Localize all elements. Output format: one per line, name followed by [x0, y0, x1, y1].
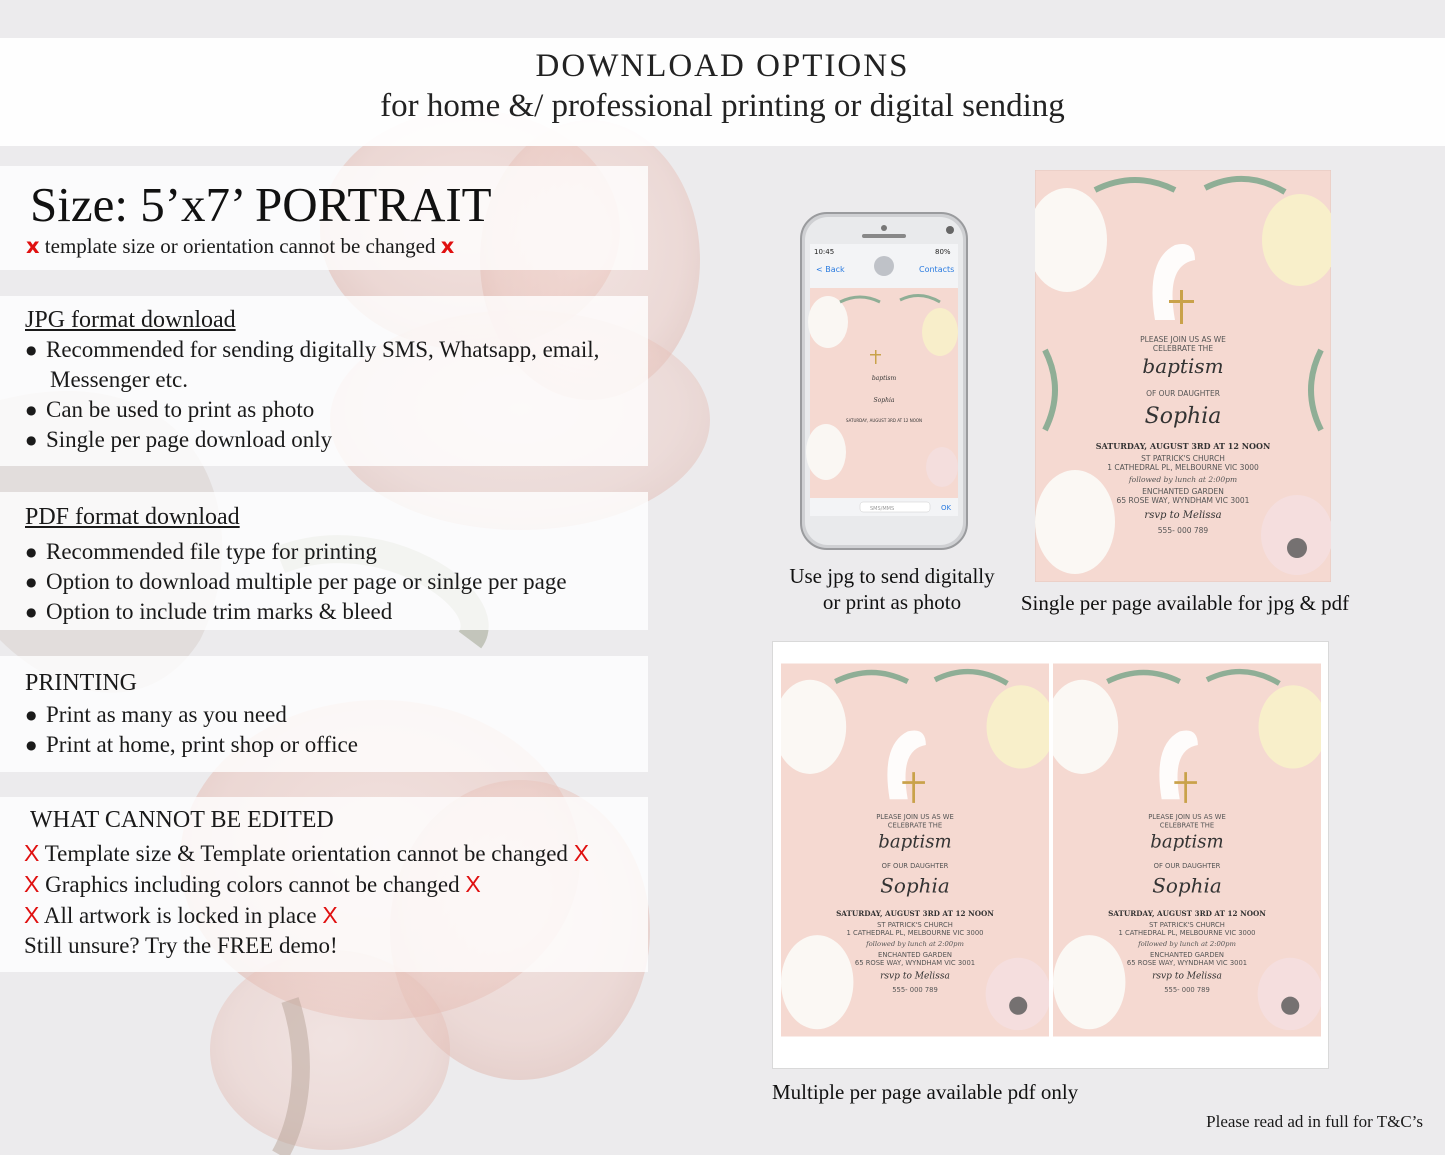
cross-icon — [1184, 772, 1187, 803]
jpg-list — [24, 335, 599, 455]
list-item-continuation: Messenger etc. — [50, 367, 188, 392]
svg-text:baptism: baptism — [878, 831, 952, 853]
cross-icon — [1180, 290, 1183, 324]
pdf-heading: PDF format download — [25, 504, 240, 530]
svg-text:1 CATHEDRAL PL, MELBOURNE VIC: 1 CATHEDRAL PL, MELBOURNE VIC 3000 — [846, 929, 984, 938]
phone-back-link: < Back — [816, 265, 845, 274]
svg-text:OF OUR DAUGHTER: OF OUR DAUGHTER — [1153, 862, 1221, 871]
svg-text:baptism: baptism — [1142, 354, 1224, 378]
x-mark-icon: X — [322, 902, 338, 928]
svg-text:SATURDAY, AUGUST 3RD AT 12 NOO: SATURDAY, AUGUST 3RD AT 12 NOON — [845, 418, 923, 423]
list-item: ● Recommended file type for printing — [24, 537, 567, 567]
svg-text:1 CATHEDRAL PL, MELBOURNE VIC: 1 CATHEDRAL PL, MELBOURNE VIC 3000 — [1118, 929, 1256, 938]
svg-text:rsvp to Melissa: rsvp to Melissa — [880, 971, 950, 982]
svg-text:rsvp to Melissa: rsvp to Melissa — [1144, 510, 1222, 521]
svg-text:65 ROSE WAY, WYNDHAM VIC 3001: 65 ROSE WAY, WYNDHAM VIC 3001 — [854, 958, 976, 967]
list-item: X Graphics including colors cannot be changed X — [24, 871, 481, 897]
phone-battery: 80% — [935, 248, 951, 256]
svg-text:PLEASE JOIN US AS WE: PLEASE JOIN US AS WE — [1140, 335, 1226, 344]
flower-decoration — [1258, 958, 1321, 1030]
svg-text:ENCHANTED GARDEN: ENCHANTED GARDEN — [878, 950, 952, 959]
size-note — [26, 234, 454, 259]
phone-message-input: SMS/MMS — [870, 506, 895, 512]
svg-text:Sophia: Sophia — [873, 397, 895, 404]
cross-icon — [912, 772, 915, 803]
invitation-card-left — [781, 662, 1049, 1038]
invitation-card-right — [1053, 662, 1321, 1038]
list-item: ● Option to include trim marks & bleed — [24, 597, 567, 627]
svg-text:followed by lunch at 2:00pm: followed by lunch at 2:00pm — [1138, 939, 1236, 948]
svg-text:PLEASE JOIN US AS WE: PLEASE JOIN US AS WE — [876, 813, 954, 822]
svg-text:Sophia: Sophia — [1144, 404, 1222, 429]
x-mark-icon: X — [24, 871, 40, 897]
x-mark-icon: X — [24, 902, 40, 928]
page-subtitle: for home &/ professional printing or digital sending — [380, 88, 1065, 124]
svg-text:555- 000 789: 555- 000 789 — [1164, 986, 1210, 995]
page-title: DOWNLOAD OPTIONS — [535, 48, 910, 84]
phone-time: 10:45 — [814, 248, 835, 256]
svg-text:65 ROSE WAY, WYNDHAM VIC 3001: 65 ROSE WAY, WYNDHAM VIC 3001 — [1126, 958, 1248, 967]
printing-heading: PRINTING — [25, 670, 137, 696]
list-item: ● Print as many as you need — [24, 700, 358, 730]
flower-decoration — [781, 935, 853, 1029]
svg-text:ST PATRICK'S CHURCH: ST PATRICK'S CHURCH — [1141, 454, 1225, 463]
size-note-text: template size or orientation cannot be changed — [44, 234, 436, 258]
svg-text:SATURDAY, AUGUST 3RD AT 12 NOO: SATURDAY, AUGUST 3RD AT 12 NOON — [836, 909, 994, 919]
phone-caption-line1: Use jpg to send digitally — [789, 564, 995, 588]
single-invitation-card — [1035, 170, 1331, 582]
phone-caption-line2: or print as photo — [822, 590, 962, 614]
list-item: ● Single per page download only — [24, 425, 599, 455]
svg-text:555- 000 789: 555- 000 789 — [1157, 526, 1209, 535]
svg-text:65 ROSE WAY, WYNDHAM VIC 3001: 65 ROSE WAY, WYNDHAM VIC 3001 — [1116, 496, 1250, 505]
svg-text:Sophia: Sophia — [880, 874, 950, 898]
svg-text:CELEBRATE THE: CELEBRATE THE — [1152, 344, 1214, 353]
phone-mockup — [800, 212, 968, 550]
svg-text:555- 000 789: 555- 000 789 — [892, 986, 938, 995]
x-mark-icon: x — [440, 234, 455, 258]
svg-text:SATURDAY, AUGUST 3RD AT 12 NOO: SATURDAY, AUGUST 3RD AT 12 NOON — [1095, 441, 1271, 451]
svg-text:ENCHANTED GARDEN: ENCHANTED GARDEN — [1142, 487, 1224, 496]
svg-text:OF OUR DAUGHTER: OF OUR DAUGHTER — [1146, 389, 1220, 398]
pdf-list — [24, 537, 567, 627]
phone-ok-button: OK — [941, 504, 952, 512]
multiple-caption: Multiple per page available pdf only — [772, 1080, 1079, 1104]
flower-decoration — [1261, 495, 1331, 575]
svg-text:followed by lunch at 2:00pm: followed by lunch at 2:00pm — [866, 939, 964, 948]
svg-text:PLEASE JOIN US AS WE: PLEASE JOIN US AS WE — [1148, 813, 1226, 822]
contact-avatar-icon — [874, 256, 894, 276]
list-item: ● Option to download multiple per page or sinlge per page — [24, 567, 567, 597]
svg-text:CELEBRATE THE: CELEBRATE THE — [887, 821, 943, 830]
x-mark-icon: x — [26, 234, 40, 258]
svg-text:ENCHANTED GARDEN: ENCHANTED GARDEN — [1150, 950, 1224, 959]
svg-text:Sophia: Sophia — [1152, 874, 1222, 898]
list-item: X Template size & Template orientation cannot be changed X — [24, 840, 590, 866]
flower-decoration — [1053, 935, 1125, 1029]
cannot-edit-heading: WHAT CANNOT BE EDITED — [30, 807, 334, 833]
x-mark-icon: X — [573, 840, 590, 866]
list-item: ● Can be used to print as photo — [24, 395, 599, 425]
svg-text:ST PATRICK'S CHURCH: ST PATRICK'S CHURCH — [877, 920, 953, 929]
list-item: X All artwork is locked in place X — [24, 902, 338, 928]
flower-decoration — [1035, 470, 1115, 574]
phone-contacts-link: Contacts — [919, 265, 955, 274]
svg-text:followed by lunch at 2:00pm: followed by lunch at 2:00pm — [1128, 475, 1238, 484]
x-mark-icon: X — [465, 871, 481, 897]
svg-text:OF OUR DAUGHTER: OF OUR DAUGHTER — [881, 862, 949, 871]
cannot-edit-list — [24, 838, 589, 961]
x-mark-icon: X — [24, 840, 40, 866]
svg-text:SATURDAY, AUGUST 3RD AT 12 NOO: SATURDAY, AUGUST 3RD AT 12 NOON — [1108, 909, 1266, 919]
svg-text:baptism: baptism — [1150, 831, 1224, 853]
svg-text:1 CATHEDRAL PL, MELBOURNE VIC: 1 CATHEDRAL PL, MELBOURNE VIC 3000 — [1107, 463, 1259, 472]
svg-text:ST PATRICK'S CHURCH: ST PATRICK'S CHURCH — [1149, 920, 1225, 929]
flower-decoration — [986, 958, 1049, 1030]
size-heading: Size: 5’x7’ PORTRAIT — [30, 177, 492, 232]
list-item: ● Print at home, print shop or office — [24, 730, 358, 760]
jpg-heading: JPG format download — [25, 307, 236, 333]
demo-prompt: Still unsure? Try the FREE demo! — [24, 933, 338, 958]
single-caption: Single per page available for jpg & pdf — [1020, 591, 1350, 615]
svg-text:baptism: baptism — [871, 375, 897, 382]
terms-footnote: Please read ad in full for T&C’s — [1206, 1112, 1423, 1131]
svg-text:rsvp to Melissa: rsvp to Melissa — [1152, 971, 1222, 982]
printing-list — [24, 700, 358, 760]
list-item: ● Recommended for sending digitally SMS, Whatsapp, email, — [24, 335, 599, 365]
svg-text:CELEBRATE THE: CELEBRATE THE — [1159, 821, 1215, 830]
